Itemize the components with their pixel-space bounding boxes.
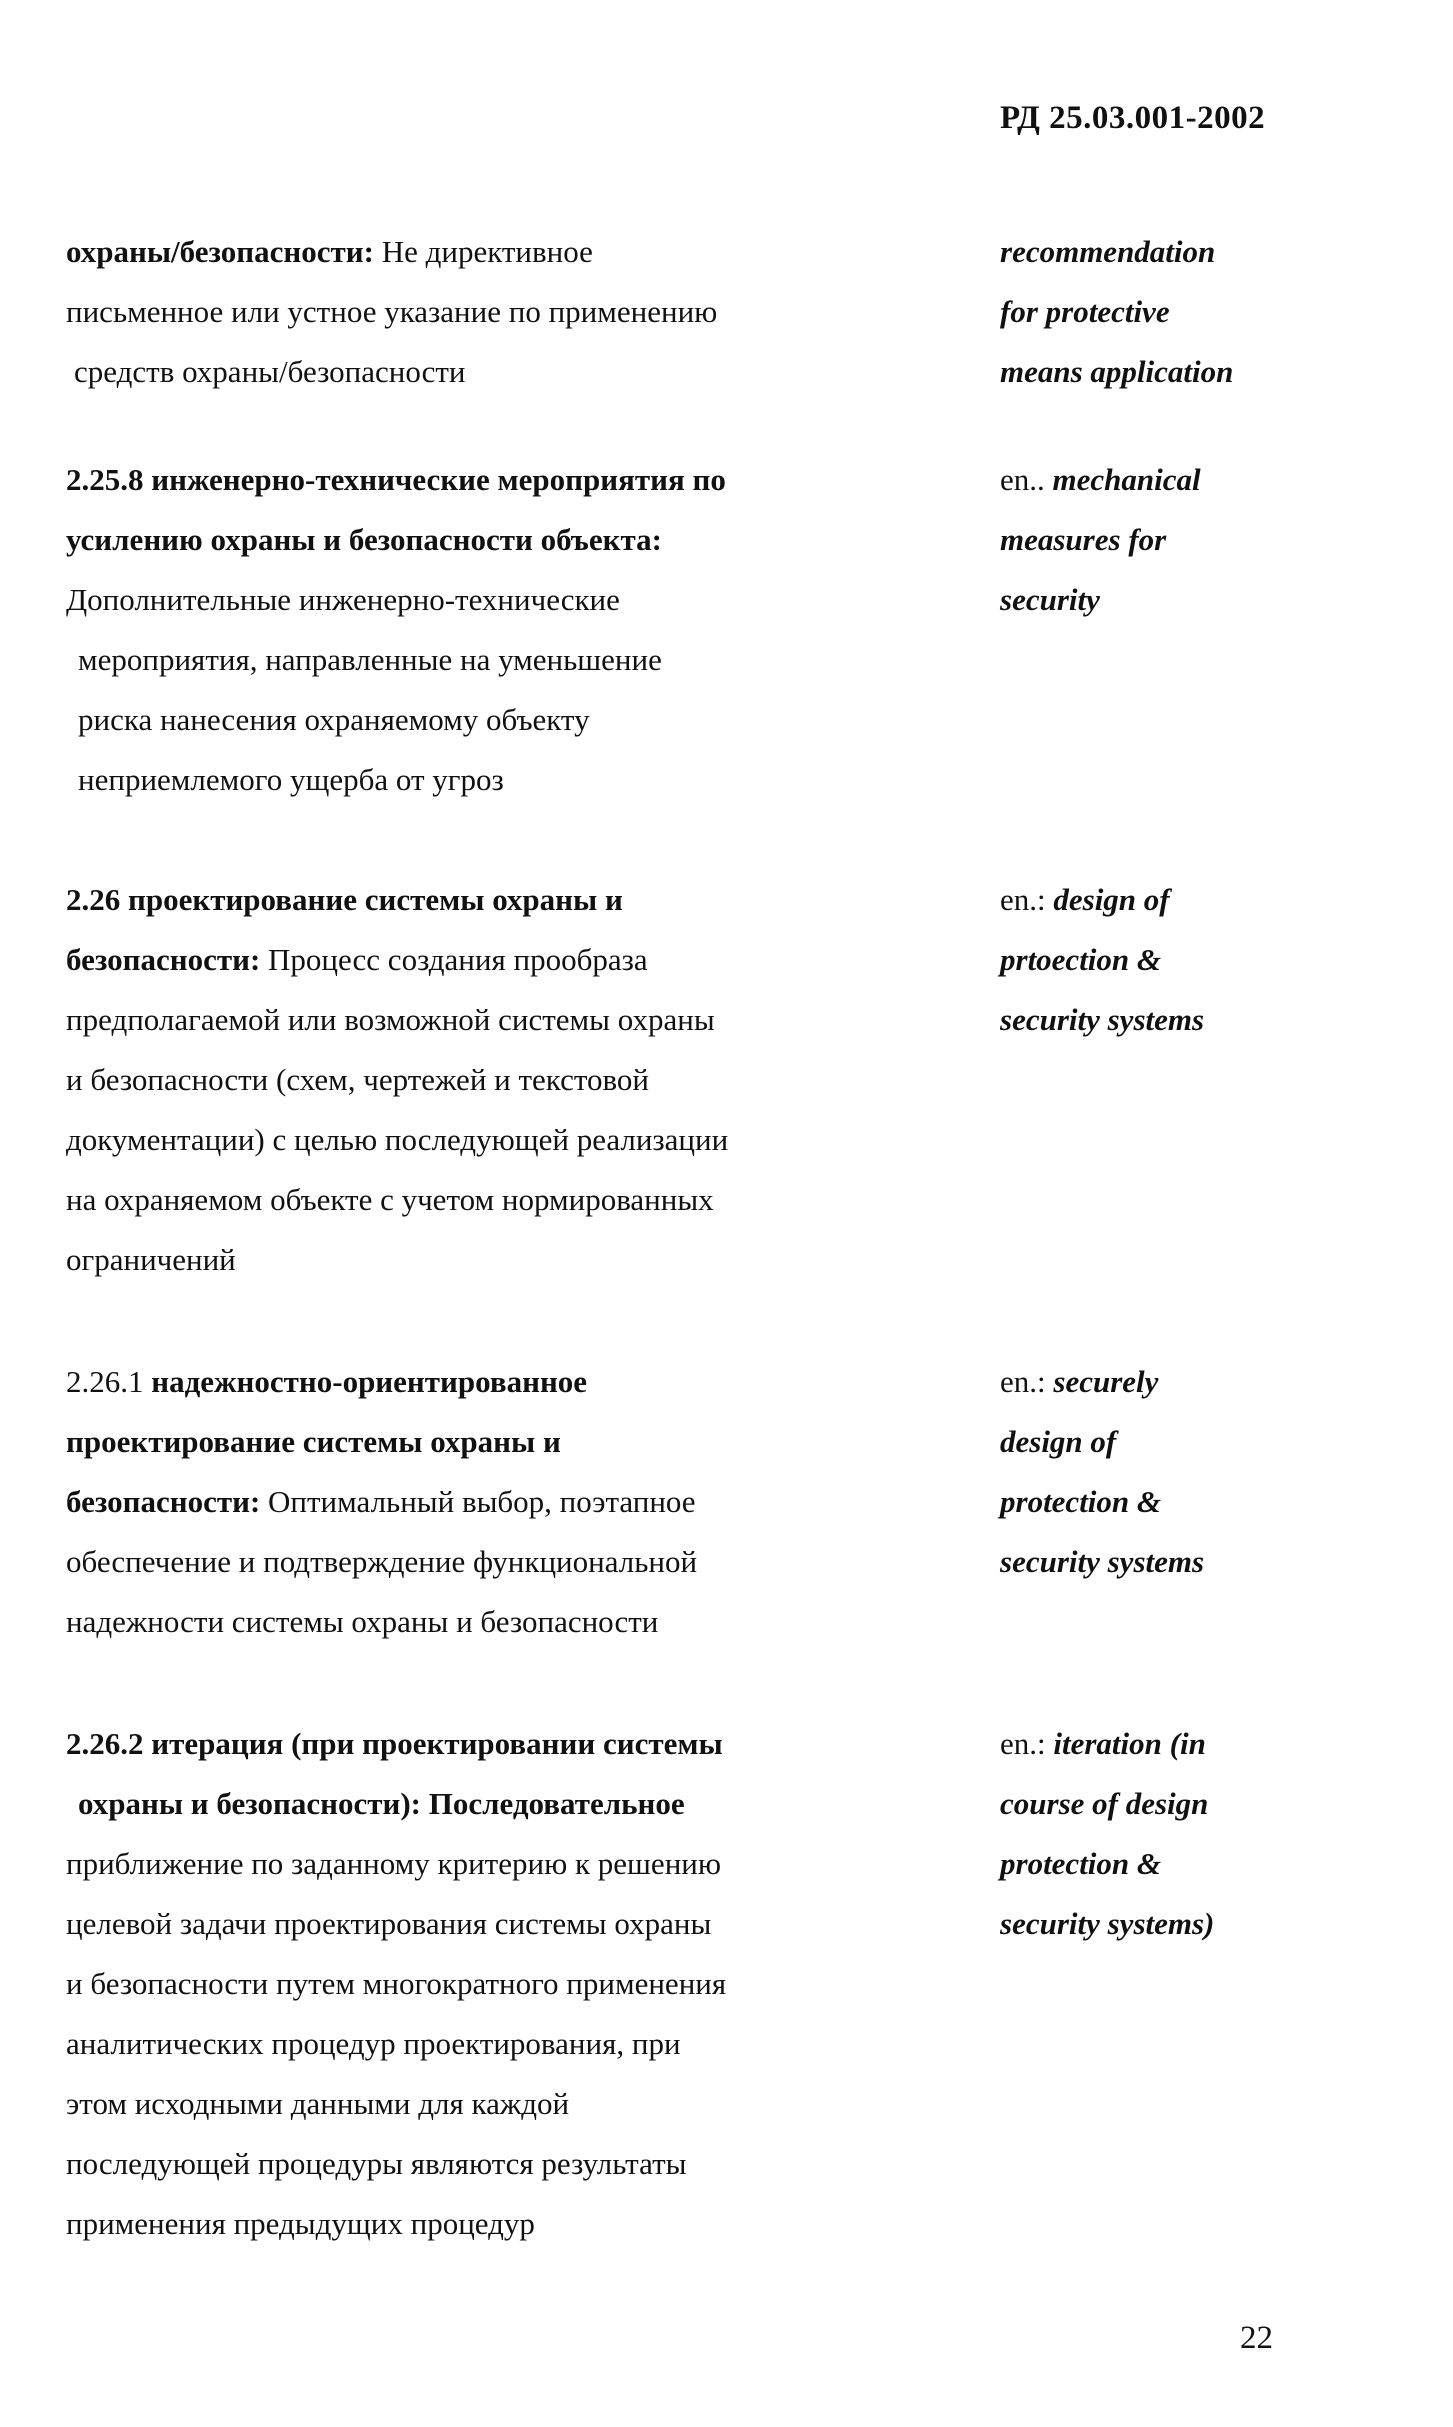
term-definition-ru (66, 450, 846, 810)
term-definition-ru (66, 222, 846, 402)
definition-text: целевой задачи проектирования системы охраны (66, 1906, 712, 1941)
term-number: 2.26.1 (66, 1364, 152, 1399)
english-term: measures for (1000, 522, 1167, 557)
english-prefix: en.: (1000, 882, 1054, 917)
definition-text: обеспечение и подтверждение функциональной (66, 1544, 698, 1579)
term-translation-en (1000, 1352, 1380, 1592)
english-term: recommendation (1000, 234, 1216, 269)
definition-text: ограничений (66, 1242, 236, 1277)
term-label: 2.25.8 инженерно-технические мероприятия по (66, 462, 726, 497)
english-term: securely (1053, 1364, 1159, 1399)
definition-text: неприемлемого ущерба от угроз (78, 762, 504, 797)
term-label: безопасности: (66, 1484, 261, 1519)
definition-text: приближение по заданному критерию к решению (66, 1846, 722, 1881)
definition-text: Оптимальный выбор, поэтапное (260, 1484, 696, 1519)
definition-text: на охраняемом объекте с учетом нормированных (66, 1182, 714, 1217)
english-term: for protective (1000, 294, 1170, 329)
definition-text: применения предыдущих процедур (66, 2206, 535, 2241)
term-label: охраны/безопасности: (66, 234, 374, 269)
definition-text: предполагаемой или возможной системы охраны (66, 1002, 715, 1037)
document-code: РД 25.03.001-2002 (1000, 100, 1266, 136)
definition-text: аналитических процедур проектирования, при (66, 2026, 681, 2061)
term-definition-ru (66, 870, 846, 1290)
english-term: prtoection & (1000, 942, 1162, 977)
term-label: безопасности: (66, 942, 261, 977)
term-label: 2.26 проектирование системы охраны и (66, 882, 623, 917)
english-term: protection & (1000, 1846, 1162, 1881)
definition-text: и безопасности путем многократного применения (66, 1966, 727, 2001)
english-prefix: en.: (1000, 1364, 1054, 1399)
english-prefix: en.. (1000, 462, 1053, 497)
term-label: 2.26.2 итерация (при проектировании системы (66, 1726, 723, 1761)
english-term: means application (1000, 354, 1234, 389)
definition-text: письменное или устное указание по применению (66, 294, 718, 329)
definition-text: средств охраны/безопасности (74, 354, 466, 389)
term-label: проектирование системы охраны и (66, 1424, 561, 1459)
term-translation-en (1000, 222, 1380, 402)
term-translation-en (1000, 870, 1380, 1050)
english-term: security systems (1000, 1002, 1205, 1037)
term-label: усилению охраны и безопасности объекта: (66, 522, 662, 557)
definition-text: этом исходными данными для каждой (66, 2086, 570, 2121)
english-term: design of (1053, 882, 1170, 917)
term-definition-ru (66, 1352, 846, 1652)
english-term: security systems (1000, 1544, 1205, 1579)
term-label: надежностно-ориентированное (151, 1364, 588, 1399)
definition-text: мероприятия, направленные на уменьшение (78, 642, 662, 677)
english-term: design of (1000, 1424, 1117, 1459)
definition-text: и безопасности (схем, чертежей и текстовой (66, 1062, 650, 1097)
english-term: course of design (1000, 1786, 1209, 1821)
page-number: 22 (1240, 2320, 1273, 2356)
definition-text: документации) с целью последующей реализации (66, 1122, 729, 1157)
definition-text: последующей процедуры являются результаты (66, 2146, 687, 2181)
definition-text: Дополнительные инженерно-технические (66, 582, 620, 617)
english-term: security (1000, 582, 1100, 617)
definition-text: Не директивное (373, 234, 593, 269)
definition-text: надежности системы охраны и безопасности (66, 1604, 659, 1639)
english-term: protection & (1000, 1484, 1162, 1519)
english-term: security systems) (1000, 1906, 1215, 1941)
term-translation-en (1000, 450, 1380, 630)
term-definition-ru (66, 1714, 846, 2254)
definition-text: Процесс создания прообраза (260, 942, 648, 977)
english-term: iteration (in (1053, 1726, 1206, 1761)
english-prefix: en.: (1000, 1726, 1054, 1761)
term-translation-en (1000, 1714, 1380, 1954)
definition-text: риска нанесения охраняемому объекту (78, 702, 590, 737)
english-term: mechanical (1052, 462, 1201, 497)
term-label: охраны и безопасности): Последовательное (78, 1786, 685, 1821)
